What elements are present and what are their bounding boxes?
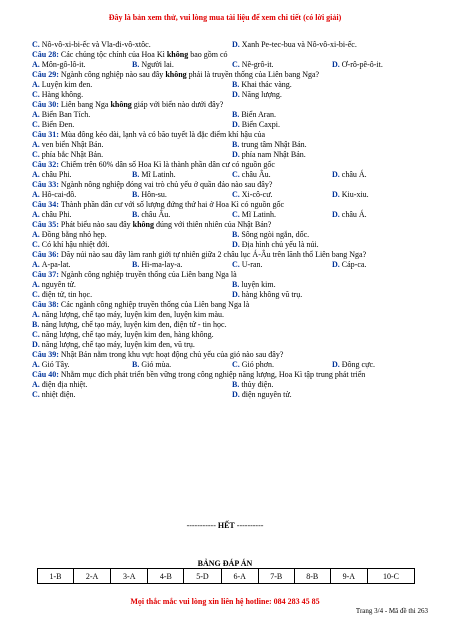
option-letter: C. <box>232 190 242 199</box>
answer-option <box>332 260 366 270</box>
option-row <box>32 390 432 400</box>
option-letter: B. <box>132 170 142 179</box>
option-row <box>32 140 432 150</box>
question-number: Câu 37: <box>32 270 61 279</box>
question-text: Ngành công nghiệp truyền thống của Liên bang Nga là <box>60 270 237 279</box>
option-letter: A. <box>32 360 42 369</box>
question-text: Chiếm trên 60% dân số Hoa Kì là thành phần dân cư có nguồn gốc <box>60 160 275 169</box>
question-text: Ngành công nghiệp nào sau đây <box>60 70 166 79</box>
option-row <box>32 330 432 340</box>
end-label: HẾT <box>217 521 235 530</box>
option-text: châu Âu. <box>241 170 271 179</box>
option-letter: C. <box>232 60 242 69</box>
option-letter: D. <box>232 120 242 129</box>
answer-option <box>332 190 369 200</box>
answer-cell: 7-B <box>258 569 294 584</box>
option-row <box>32 260 432 270</box>
option-text: điện nguyên tử. <box>241 390 292 399</box>
answer-option <box>232 280 276 290</box>
question-stem <box>32 370 432 380</box>
answer-option <box>232 140 307 150</box>
option-letter: A. <box>32 380 42 389</box>
answer-option <box>232 240 319 250</box>
emphasis-text: không <box>166 50 189 59</box>
option-text: luyện kim. <box>241 280 276 289</box>
answer-option <box>132 360 171 370</box>
option-letter: A. <box>32 110 42 119</box>
option-text: châu Âu. <box>141 210 171 219</box>
answer-option <box>332 360 375 370</box>
option-text: Năng lượng. <box>241 90 282 99</box>
answer-option <box>32 240 109 250</box>
answer-option <box>32 190 76 200</box>
question-stem <box>32 100 432 110</box>
option-text: Đồng bằng nhỏ hẹp. <box>41 230 107 239</box>
answer-option <box>32 260 70 270</box>
option-letter: D. <box>232 90 242 99</box>
option-letter: A. <box>32 190 42 199</box>
answer-option <box>32 320 227 330</box>
option-text: Biển Ban Tích. <box>41 110 91 119</box>
option-row <box>32 80 432 90</box>
option-text: Xi-cô-cư. <box>241 190 273 199</box>
option-letter: D. <box>232 40 242 49</box>
option-row <box>32 190 432 200</box>
option-text: nhiệt điện. <box>41 390 76 399</box>
option-row <box>32 340 432 350</box>
option-text: Đông cực. <box>341 360 375 369</box>
answer-option <box>32 80 92 90</box>
option-letter: D. <box>32 340 42 349</box>
answer-option <box>232 170 271 180</box>
answer-option <box>32 340 195 350</box>
option-text: Địa hình chủ yếu là núi. <box>241 240 319 249</box>
option-text: Nô-vô-xi-bi-ếc và Vla-đi-vô-xtôc. <box>41 40 151 49</box>
answer-option <box>232 260 262 270</box>
question-text: Các chủng tộc chính của Hoa Kì <box>60 50 167 59</box>
answer-cell: 5-D <box>184 569 221 584</box>
option-text: phía nam Nhật Bản. <box>241 150 306 159</box>
option-text: U-ran. <box>241 260 263 269</box>
option-row <box>32 280 432 290</box>
question-text: Ngành nông nghiệp đóng vai trò chủ yếu ở quần đảo nào sau đây? <box>60 180 273 189</box>
option-letter: C. <box>32 150 42 159</box>
option-text: nguyên tử. <box>41 280 76 289</box>
answer-option <box>332 60 383 70</box>
question-stem <box>32 50 432 60</box>
question-text: Các ngành công nghiệp truyền thống của Liên bang Nga là <box>60 300 250 309</box>
option-row <box>32 40 432 50</box>
option-text: Hô-cai-đô. <box>41 190 77 199</box>
option-text: Mĩ Latinh. <box>241 210 276 219</box>
option-letter: A. <box>32 210 42 219</box>
option-text: châu Á. <box>341 210 367 219</box>
option-letter: B. <box>132 60 142 69</box>
answer-option <box>232 290 302 300</box>
answer-option <box>332 170 367 180</box>
option-letter: D. <box>232 150 242 159</box>
answer-option <box>232 90 282 100</box>
answer-option <box>32 360 70 370</box>
option-letter: B. <box>232 110 242 119</box>
option-row <box>32 120 432 130</box>
question-text: đúng với thiên nhiên của Nhật Bản? <box>154 220 272 229</box>
option-letter: B. <box>132 360 142 369</box>
option-letter: A. <box>32 260 42 269</box>
option-text: Gió Tây. <box>41 360 70 369</box>
answer-option <box>32 330 214 340</box>
answer-option <box>232 190 273 200</box>
option-text: châu Phi. <box>41 170 72 179</box>
option-letter: D. <box>332 170 342 179</box>
answer-option <box>232 390 292 400</box>
option-row <box>32 290 432 300</box>
option-letter: A. <box>32 80 42 89</box>
end-dashes-left: ----------- <box>186 521 218 530</box>
question-number: Câu 39: <box>32 350 61 359</box>
answer-row <box>38 569 415 584</box>
option-text: Mĩ Latinh. <box>141 170 176 179</box>
question-stem <box>32 130 432 140</box>
option-text: Kiu-xiu. <box>341 190 369 199</box>
option-row <box>32 230 432 240</box>
option-row <box>32 310 432 320</box>
question-number: Câu 36: <box>32 250 61 259</box>
option-text: châu Phi. <box>41 210 72 219</box>
option-text: Xanh Pe-tec-bua và Nô-vô-xi-bi-ếc. <box>241 40 357 49</box>
question-stem <box>32 350 432 360</box>
option-text: A-pa-lat. <box>41 260 71 269</box>
option-letter: C. <box>232 360 242 369</box>
question-stem <box>32 220 432 230</box>
question-text: giáp với biển nào dưới đây? <box>131 100 224 109</box>
option-letter: D. <box>332 190 342 199</box>
option-text: năng lượng, chế tạo máy, luyện kim đen, điện tử - tin học. <box>41 320 227 329</box>
question-text: Liên bang Nga <box>60 100 111 109</box>
answer-option <box>32 310 224 320</box>
option-letter: A. <box>32 230 42 239</box>
option-text: châu Á. <box>341 170 367 179</box>
option-letter: B. <box>132 260 142 269</box>
option-letter: C. <box>232 170 242 179</box>
option-letter: B. <box>32 320 42 329</box>
option-text: Hi-ma-lay-a. <box>141 260 183 269</box>
preview-banner: Đây là bản xem thử, vui lòng mua tài liệu để xem chi tiết (có lời giải) <box>108 13 342 22</box>
option-letter: C. <box>32 240 42 249</box>
option-letter: A. <box>32 280 42 289</box>
option-row <box>32 170 432 180</box>
option-letter: A. <box>32 60 42 69</box>
option-row <box>32 320 432 330</box>
answer-option <box>232 150 306 160</box>
option-letter: B. <box>232 80 242 89</box>
option-letter: D. <box>332 260 342 269</box>
option-text: Người lai. <box>141 60 174 69</box>
answer-option <box>32 40 151 50</box>
emphasis-text: không <box>165 70 187 79</box>
answer-option <box>32 280 76 290</box>
option-row <box>32 60 432 70</box>
option-text: Luyện kim đen. <box>41 80 93 89</box>
answer-cell: 1-B <box>38 569 74 584</box>
question-stem <box>32 180 432 190</box>
option-text: phía bắc Nhật Bản. <box>41 150 104 159</box>
option-text: điện địa nhiệt. <box>41 380 88 389</box>
page-footer: Trang 3/4 - Mã đề thi 263 <box>355 607 428 615</box>
question-text: Phát biểu nào sau đây <box>60 220 133 229</box>
answer-option <box>32 110 90 120</box>
question-text: Thành phần dân cư với số lượng đứng thứ hai ở Hoa Kì có nguồn gốc <box>60 200 284 209</box>
question-number: Câu 30: <box>32 100 61 109</box>
option-letter: D. <box>232 240 242 249</box>
answer-option <box>232 60 274 70</box>
question-number: Câu 34: <box>32 200 61 209</box>
emphasis-text: không <box>110 100 132 109</box>
answer-cell: 8-B <box>294 569 330 584</box>
question-number: Câu 33: <box>32 180 61 189</box>
option-text: năng lượng, chế tạo máy, luyện kim đen, luyện kim màu. <box>41 310 225 319</box>
answer-option <box>32 90 83 100</box>
answer-table <box>37 568 415 584</box>
option-text: Biển Đen. <box>41 120 75 129</box>
option-text: điện tử, tin học. <box>41 290 93 299</box>
option-text: Có khí hậu nhiệt đới. <box>41 240 110 249</box>
option-text: Khai thác vàng. <box>241 80 292 89</box>
answer-option <box>32 150 103 160</box>
option-letter: B. <box>232 280 242 289</box>
option-row <box>32 210 432 220</box>
answer-cell: 9-A <box>330 569 367 584</box>
question-number: Câu 35: <box>32 220 61 229</box>
option-letter: D. <box>332 360 342 369</box>
option-letter: C. <box>232 260 242 269</box>
question-stem <box>32 250 432 260</box>
answer-option <box>232 210 276 220</box>
question-list <box>32 40 432 400</box>
option-letter: B. <box>132 210 142 219</box>
option-text: năng lượng, chế tạo máy, luyện kim đen, vũ trụ. <box>41 340 195 349</box>
answer-cell: 6-A <box>221 569 258 584</box>
option-text: Môn-gô-lô-it. <box>41 60 86 69</box>
answer-option <box>332 210 367 220</box>
option-text: năng lượng, chế tạo máy, luyện kim đen, hàng không. <box>41 330 214 339</box>
question-text: Nhằm mục đích phát triển bền vững trong công nghiệp năng lượng, Hoa Kì tập trung phát triển <box>60 370 366 379</box>
answer-cell: 4-B <box>148 569 184 584</box>
option-letter: C. <box>32 390 42 399</box>
question-number: Câu 28: <box>32 50 61 59</box>
answer-option <box>232 360 274 370</box>
option-letter: A. <box>32 170 42 179</box>
question-text: phải là truyền thống của Liên bang Nga? <box>186 70 320 79</box>
answer-option <box>32 290 92 300</box>
option-text: Hàng không. <box>41 90 84 99</box>
question-stem <box>32 160 432 170</box>
hotline-banner: Mọi thắc mắc vui lòng xin liên hệ hotline: 084 283 45 85 <box>130 597 320 606</box>
answer-option <box>132 260 182 270</box>
answer-option <box>132 210 170 220</box>
emphasis-text: không <box>132 220 155 229</box>
answer-option <box>232 110 276 120</box>
question-number: Câu 32: <box>32 160 61 169</box>
answer-option <box>232 40 357 50</box>
option-text: ven biển Nhật Bản. <box>41 140 104 149</box>
option-row <box>32 380 432 390</box>
option-letter: B. <box>232 380 242 389</box>
question-stem <box>32 200 432 210</box>
option-text: Biển Aran. <box>241 110 277 119</box>
option-letter: C. <box>232 210 242 219</box>
option-letter: D. <box>332 210 342 219</box>
option-letter: A. <box>32 310 42 319</box>
answer-option <box>132 60 174 70</box>
option-row <box>32 90 432 100</box>
option-row <box>32 110 432 120</box>
answer-table-title: BẢNG ĐÁP ÁN <box>197 559 253 568</box>
question-number: Câu 38: <box>32 300 61 309</box>
option-text: hàng không vũ trụ. <box>241 290 303 299</box>
option-text: Cáp-ca. <box>341 260 367 269</box>
option-letter: B. <box>232 230 242 239</box>
option-text: thủy điện. <box>241 380 274 389</box>
option-letter: C. <box>32 120 42 129</box>
option-text: Gió mùa. <box>141 360 172 369</box>
end-dashes-right: ---------- <box>234 521 264 530</box>
answer-option <box>232 120 280 130</box>
option-letter: B. <box>232 140 242 149</box>
answer-option <box>132 190 167 200</box>
end-marker <box>0 521 450 530</box>
answer-option <box>32 140 104 150</box>
question-stem <box>32 300 432 310</box>
question-stem <box>32 270 432 280</box>
question-number: Câu 29: <box>32 70 61 79</box>
answer-cell: 3-A <box>111 569 148 584</box>
answer-option <box>32 60 86 70</box>
answer-option <box>32 230 107 240</box>
option-letter: A. <box>32 140 42 149</box>
option-row <box>32 150 432 160</box>
answer-option <box>232 380 273 390</box>
question-text: bao gồm có <box>188 50 228 59</box>
option-letter: B. <box>132 190 142 199</box>
option-letter: C. <box>32 40 42 49</box>
option-letter: C. <box>32 90 42 99</box>
answer-option <box>232 80 292 90</box>
option-text: Biển Caxpi. <box>241 120 280 129</box>
option-text: Nê-grô-it. <box>241 60 274 69</box>
option-row <box>32 240 432 250</box>
option-text: trung tâm Nhật Bản. <box>241 140 307 149</box>
question-text: Dãy núi nào sau đây làm ranh giới tự nhiên giữa 2 châu lục Á-Âu trên lãnh thổ Liên bang Nga? <box>60 250 367 259</box>
option-letter: C. <box>32 330 42 339</box>
question-text: Nhật Bản nằm trong khu vực hoạt động chủ yếu của gió nào sau đây? <box>60 350 284 359</box>
option-row <box>32 360 432 370</box>
answer-option <box>32 120 74 130</box>
question-text: Mùa đông kéo dài, lạnh và có bão tuyết là đặc điểm khí hậu của <box>60 130 266 139</box>
answer-cell: 2-A <box>73 569 110 584</box>
option-text: Gió phơn. <box>241 360 275 369</box>
answer-option <box>32 380 87 390</box>
option-letter: D. <box>332 60 342 69</box>
option-text: Hôn-su. <box>141 190 167 199</box>
answer-cell: 10-C <box>367 569 414 584</box>
question-number: Câu 40: <box>32 370 61 379</box>
answer-option <box>32 210 72 220</box>
question-number: Câu 31: <box>32 130 61 139</box>
answer-option <box>32 390 76 400</box>
option-text: Ơ-rô-pê-ô-it. <box>341 60 383 69</box>
option-text: Sông ngòi ngắn, dốc. <box>241 230 310 239</box>
option-letter: D. <box>232 390 242 399</box>
answer-option <box>232 230 309 240</box>
answer-option <box>132 170 176 180</box>
option-letter: D. <box>232 290 242 299</box>
question-stem <box>32 70 432 80</box>
answer-option <box>32 170 72 180</box>
option-letter: C. <box>32 290 42 299</box>
